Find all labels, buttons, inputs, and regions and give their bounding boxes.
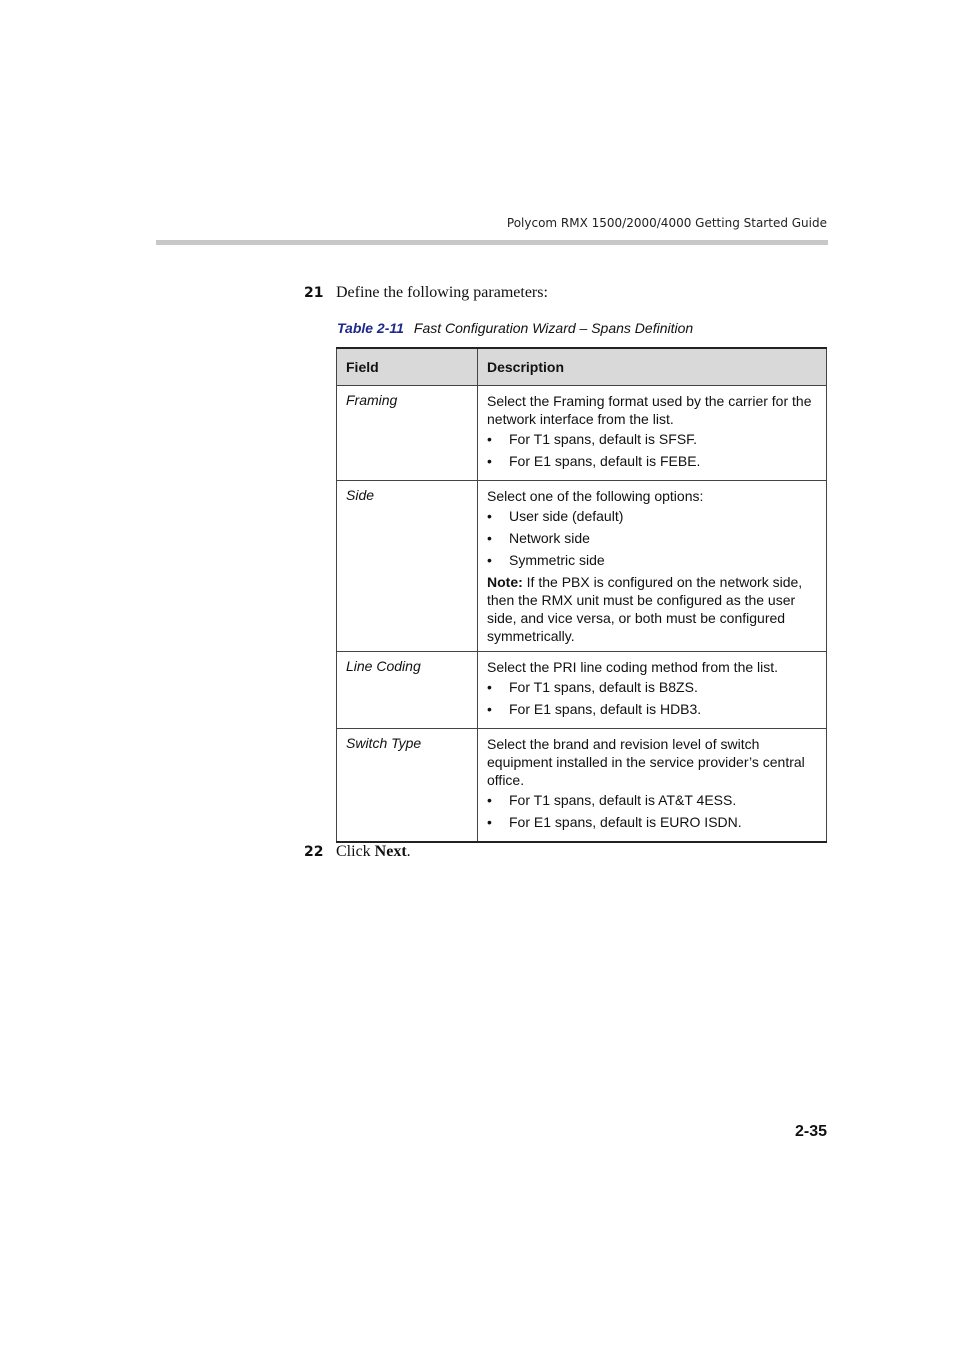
table-row	[337, 652, 827, 729]
list-item	[487, 551, 817, 569]
list-item	[487, 700, 817, 718]
list-item	[487, 452, 817, 470]
description-intro: Select the brand and revision level of switch equipment installed in the service provider’s central office.	[487, 736, 805, 788]
note-label: Note:	[487, 574, 523, 590]
column-header-description: Description	[478, 348, 827, 386]
step-number: 21	[304, 285, 324, 301]
description-intro: Select one of the following options:	[487, 488, 704, 504]
bullet-list	[487, 507, 817, 569]
table-row	[337, 481, 827, 652]
note	[487, 573, 817, 645]
table-title: Fast Configuration Wizard – Spans Definition	[413, 320, 694, 336]
bullet-icon: •	[487, 431, 492, 447]
step-22	[304, 843, 411, 861]
bullet-icon: •	[487, 530, 492, 546]
list-item	[487, 813, 817, 831]
description-intro: Select the PRI line coding method from the list.	[487, 659, 779, 675]
bullet-icon: •	[487, 508, 492, 524]
table-header-row	[337, 348, 827, 386]
bullet-list	[487, 678, 817, 718]
bullet-icon: •	[487, 792, 492, 808]
list-item-text: For E1 spans, default is FEBE.	[509, 453, 701, 469]
step-text: Define the following parameters:	[336, 284, 548, 301]
running-header: Polycom RMX 1500/2000/4000 Getting Started Guide	[506, 216, 827, 230]
list-item-text: For E1 spans, default is EURO ISDN.	[509, 814, 742, 830]
next-label: Next	[374, 843, 407, 860]
step-text-end: .	[406, 843, 411, 860]
bullet-icon: •	[487, 679, 492, 695]
list-item-text: Network side	[509, 530, 590, 546]
description-cell	[478, 652, 827, 729]
field-cell: Side	[337, 481, 478, 652]
page-number: 2-35	[794, 1123, 827, 1140]
description-intro: Select the Framing format used by the carrier for the network interface from the list.	[487, 393, 812, 427]
table-row	[337, 386, 827, 481]
description-cell	[478, 481, 827, 652]
bullet-icon: •	[487, 453, 492, 469]
list-item-text: Symmetric side	[509, 552, 605, 568]
list-item	[487, 678, 817, 696]
list-item-text: For T1 spans, default is SFSF.	[509, 431, 698, 447]
header-rule	[156, 240, 828, 245]
spans-definition-table	[336, 347, 827, 843]
bullet-list	[487, 430, 817, 470]
bullet-list	[487, 791, 817, 831]
bullet-icon: •	[487, 552, 492, 568]
field-cell: Line Coding	[337, 652, 478, 729]
list-item	[487, 529, 817, 547]
list-item	[487, 791, 817, 809]
field-cell: Switch Type	[337, 729, 478, 843]
table-row	[337, 729, 827, 843]
list-item	[487, 507, 817, 525]
table-number: Table 2-11	[337, 320, 404, 336]
list-item-text: For T1 spans, default is AT&T 4ESS.	[509, 792, 737, 808]
step-text: Click	[336, 843, 375, 860]
list-item-text: For T1 spans, default is B8ZS.	[509, 679, 698, 695]
note-text: If the PBX is configured on the network side, then the RMX unit must be configured as the user side, and vice versa, or both must be configured symmetrically.	[487, 574, 803, 644]
column-header-field: Field	[337, 348, 478, 386]
list-item-text: For E1 spans, default is HDB3.	[509, 701, 702, 717]
table-caption	[337, 320, 693, 336]
bullet-icon: •	[487, 701, 492, 717]
list-item-text: User side (default)	[509, 508, 624, 524]
list-item	[487, 430, 817, 448]
description-cell	[478, 386, 827, 481]
step-21	[304, 284, 548, 302]
description-cell	[478, 729, 827, 843]
step-number: 22	[304, 844, 324, 860]
bullet-icon: •	[487, 814, 492, 830]
field-cell: Framing	[337, 386, 478, 481]
